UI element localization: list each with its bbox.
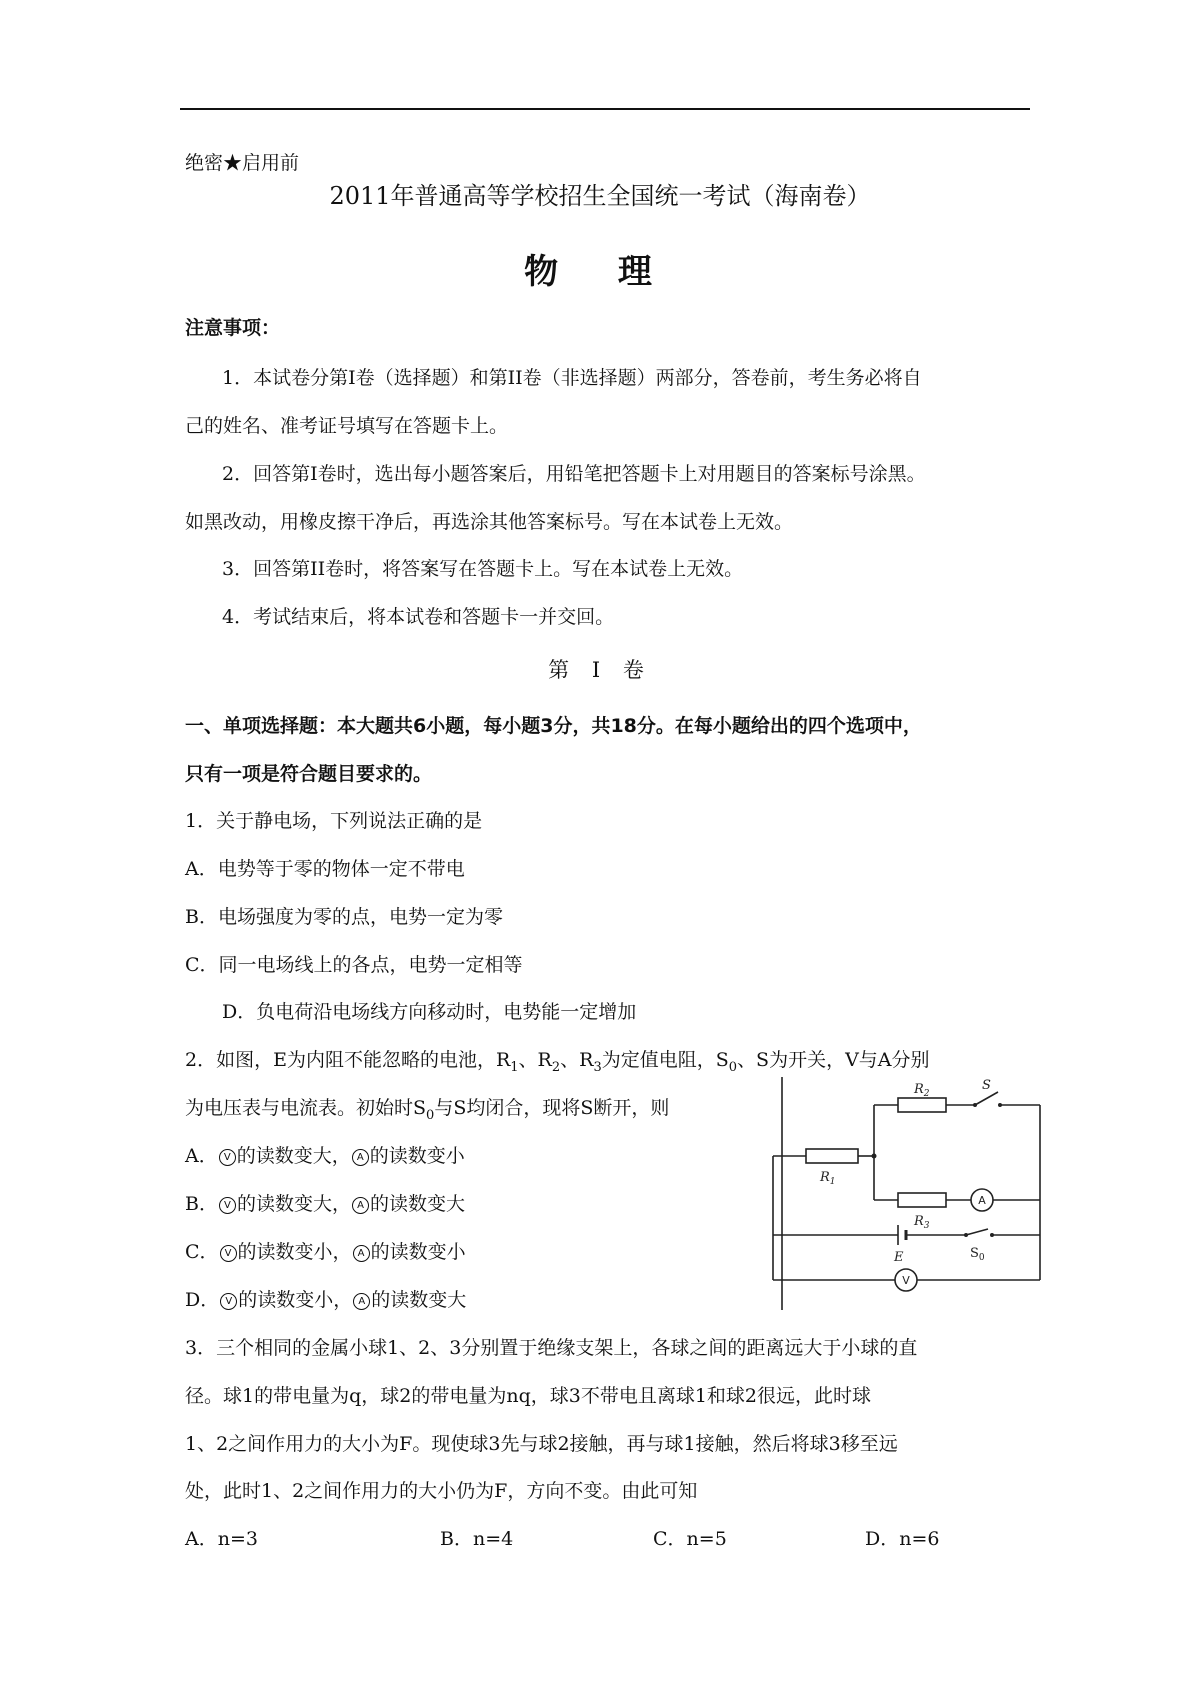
switch-s0-contact [990,1233,994,1237]
q2-circuit-diagram [770,1075,1042,1310]
exam-title: 2011年普通高等学校招生全国统一考试（海南卷） [329,182,871,210]
subject-title: 物 理 [524,252,676,292]
voltmeter-icon: V [220,1293,237,1310]
junction-node [872,1154,877,1159]
voltmeter-icon: V [219,1149,236,1166]
note-2-line-2: 如黑改动，用橡皮擦干净后，再选涂其他答案标号。写在本试卷上无效。 [185,511,794,533]
switch-s-blade [975,1092,998,1105]
q3-line-1: 3．三个相同的金属小球1、2、3分别置于绝缘支架上，各球之间的距离远大于小球的直 [185,1337,918,1359]
q3-option-b: B．n=4 [440,1528,514,1550]
voltmeter-icon: V [220,1245,237,1262]
ammeter-icon: A [352,1197,369,1214]
q3-option-c: C．n=5 [653,1528,727,1550]
switch-s0-contact [964,1233,968,1237]
label-r1: $R_1$ [820,1170,836,1187]
header-rule [180,108,1030,110]
q3-option-a: A．n=3 [185,1528,258,1550]
note-1-line-2: 己的姓名、准考证号填写在答题卡上。 [185,415,509,437]
voltmeter-label: V [902,1274,910,1287]
q2-stem-line-1: 2．如图，E为内阻不能忽略的电池，$R_1$、$R_2$、$R_3$为定值电阻，$S_0$、S为开关，V与A分别 [185,1049,930,1075]
q1-option-c: C．同一电场线上的各点，电势一定相等 [185,954,523,976]
q1-option-a: A．电势等于零的物体一定不带电 [185,858,465,880]
label-e: E [894,1250,904,1265]
q2-option-c: C． V 的读数变小， A 的读数变小 [185,1241,466,1263]
section-instruction-line-1: 一、单项选择题：本大题共6小题，每小题3分，共18分。在每小题给出的四个选项中， [185,715,922,737]
q3-line-4: 处，此时1、2之间作用力的大小仍为F，方向不变。由此可知 [185,1480,698,1502]
label-r2: $R_2$ [914,1082,930,1099]
q2-option-d: D． V 的读数变小， A 的读数变大 [185,1289,467,1311]
switch-s-contact [973,1103,977,1107]
voltmeter-icon: V [219,1197,236,1214]
ammeter-icon: A [353,1245,370,1262]
resistor-r3 [898,1193,946,1207]
label-s0: $S_0$ [970,1246,985,1263]
q3-line-3: 1、2之间作用力的大小为F。现使球3先与球2接触，再与球1接触，然后将球3移至远 [185,1433,898,1455]
q3-option-d: D．n=6 [865,1528,940,1550]
ammeter-label: A [978,1194,986,1207]
note-1-line-1: 1．本试卷分第I卷（选择题）和第II卷（非选择题）两部分，答卷前，考生务必将自 [222,367,922,389]
q2-option-a: A． V 的读数变大， A 的读数变小 [185,1145,465,1167]
label-r3: $R_3$ [914,1214,930,1231]
label-s: S [982,1078,991,1093]
q3-line-2: 径。球1的带电量为q，球2的带电量为nq，球3不带电且离球1和球2很远，此时球 [185,1385,872,1407]
note-4: 4．考试结束后，将本试卷和答题卡一并交回。 [222,606,615,628]
q2-stem-line-2: 为电压表与电流表。初始时$S_0$与S均闭合，现将S断开，则 [185,1097,670,1123]
secret-mark: 绝密★启用前 [185,152,300,174]
ammeter-icon: A [353,1293,370,1310]
q2-option-b: B． V 的读数变大， A 的读数变大 [185,1193,465,1215]
switch-s-contact [998,1103,1002,1107]
note-2-line-1: 2．回答第I卷时，选出每小题答案后，用铅笔把答题卡上对用题目的答案标号涂黑。 [222,463,926,485]
section-instruction-line-2: 只有一项是符合题目要求的。 [185,763,433,785]
q1-stem: 1．关于静电场，下列说法正确的是 [185,810,483,832]
q1-option-b: B．电场强度为零的点，电势一定为零 [185,906,503,928]
resistor-r1 [806,1149,858,1163]
volume-title: 第 Ⅰ 卷 [548,658,652,682]
switch-s0-blade [966,1229,988,1235]
resistor-r2 [898,1098,946,1112]
note-3: 3．回答第II卷时，将答案写在答题卡上。写在本试卷上无效。 [222,558,744,580]
notes-heading: 注意事项： [185,317,281,339]
q1-option-d: D．负电荷沿电场线方向移动时，电势能一定增加 [222,1001,637,1023]
ammeter-icon: A [352,1149,369,1166]
